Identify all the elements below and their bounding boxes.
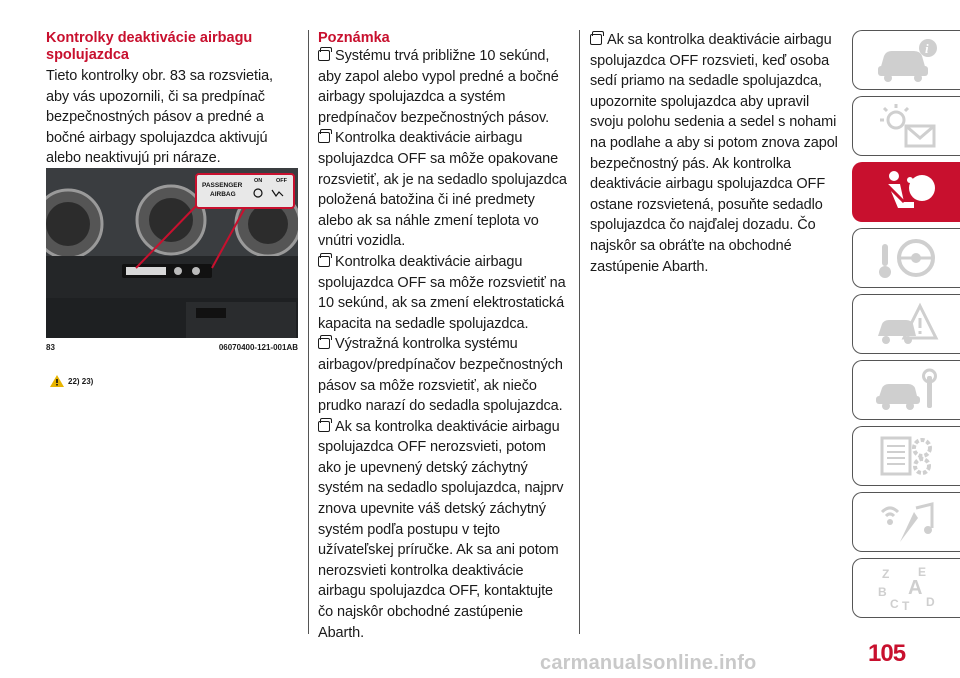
tab-technical-data[interactable] (852, 426, 960, 486)
watermark: carmanualsonline.info (540, 652, 757, 674)
index-letter: T (901, 599, 909, 612)
tab-index[interactable] (852, 558, 960, 618)
column-1 (46, 30, 298, 169)
dashboard-lights-icon (874, 102, 940, 150)
note-item (318, 46, 568, 128)
note-text: Systému trvá približne 10 sekúnd, aby zapol alebo vypol predné a bočné airbagy spolujazdca a systém predpínačov bezpečnostných pásov. (318, 48, 559, 126)
note-item (318, 334, 568, 416)
multimedia-music-icon (874, 498, 940, 546)
figure-caption (46, 343, 298, 352)
note-text: Kontrolka deaktivácie airbagu spolujazdca OFF sa môže rozsvietiť na 10 sekúnd, ak sa zmení elektrostatická kapacita na sedadle spolujazdca. (318, 253, 566, 332)
note-text: Výstražná kontrolka systému airbagov/predpínačov bezpečnostných pásov sa môže rozsvietiť, ak niečo prudko narazí do sedadla spolujazdca. (318, 336, 563, 415)
note-bullet-icon (590, 34, 602, 45)
index-letter: A (907, 577, 922, 599)
tab-starting-driving[interactable] (852, 228, 960, 288)
label-airbag: AIRBAG (210, 191, 236, 198)
note-bullet-icon (318, 132, 330, 143)
svg-text:i: i (924, 41, 929, 56)
intro-paragraph: Tieto kontrolky obr. 83 sa rozsvietia, aby vás upozornili, či sa predpínač bezpečnostných pásov a predné a bočné airbagy spolujazdca aktivujú alebo neaktivujú pri náraze. (46, 68, 273, 167)
index-letter: Z (881, 567, 889, 581)
warning-references (50, 375, 93, 387)
figure-83-photo (46, 168, 298, 338)
note-item (318, 417, 568, 644)
label-off: OFF (276, 178, 287, 184)
note-title: Poznámka (318, 30, 390, 46)
tab-car-info[interactable] (852, 30, 960, 90)
column-3 (590, 30, 840, 277)
index-letter: D (925, 595, 935, 609)
note-text: Kontrolka deaktivácie airbagu spolujazdca OFF sa môže opakovane rozsvietiť, ak je na sedadlo spolujazdca položená batožina či iné predmety alebo ak sa náhle zmení teplota vo vnútri vozidla. (318, 130, 567, 250)
note-item (318, 128, 568, 252)
airbag-seatbelt-icon (874, 168, 940, 216)
steering-wheel-key-icon (874, 234, 940, 282)
index-letter: B (877, 585, 887, 599)
technical-data-gear-icon (874, 432, 940, 480)
column-divider-1 (308, 30, 309, 634)
warning-triangle-car-icon (874, 300, 940, 348)
note-bullet-icon (318, 338, 330, 349)
column-2 (318, 30, 568, 643)
note-item (318, 252, 568, 334)
note-item (590, 30, 840, 277)
label-on: ON (254, 178, 263, 184)
note-bullet-icon (318, 256, 330, 267)
tab-emergency[interactable] (852, 294, 960, 354)
car-wrench-icon (874, 366, 940, 414)
tab-multimedia[interactable] (852, 492, 960, 552)
warning-refs-text: 22) 23) (68, 376, 94, 386)
warning-triangle-icon (50, 375, 64, 387)
note-text: Ak sa kontrolka deaktivácie airbagu spolujazdca OFF rozsvieti, keď osoba sedí priamo na sedadle spolujazdca, upozornite spolujazdca aby upravil svoju polohu sedenia a sedel s nohami na podlahe a aby si potom znova zapol bezpečnostný pás. Ak kontrolka deaktivácie airbagu spolujazdca OFF ostane rozsvietená, posuňte sedadlo spolujazdca čo najďalej dozadu. Čo najskôr sa obráťte na obchodné zastúpenie Abarth. (590, 32, 838, 275)
page-number: 105 (868, 640, 906, 667)
index-letter: C (889, 597, 899, 611)
section-heading: Kontrolky deaktivácie airbagu spolujazdca (46, 30, 253, 63)
index-letter: E (917, 565, 926, 579)
chapter-tabs (852, 30, 960, 624)
column-divider-2 (579, 30, 580, 634)
note-bullet-icon (318, 421, 330, 432)
note-text: Ak sa kontrolka deaktivácie airbagu spolujazdca OFF nerozsvieti, potom ako je upevnený detský záchytný systém na sedadlo spolujazdca, najprv znova upevnite váš detský záchytný systém podľa postupu v tejto užívateľskej príručke. Ak sa ani potom nerozsvieti kontrolka deaktivácie airbagu spolujazdca OFF, kontaktujte čo najskôr obchodné zastúpenie Abarth. (318, 418, 564, 641)
index-alphabet-icon (874, 564, 940, 612)
figure-number: 83 (46, 343, 55, 352)
label-passenger: PASSENGER (202, 182, 243, 189)
tab-airbag-seatbelt[interactable] (852, 162, 960, 222)
tab-maintenance[interactable] (852, 360, 960, 420)
figure-code: 06070400-121-001AB (218, 343, 298, 352)
dashboard-photo-illustration (46, 168, 298, 338)
tab-dashboard-lights[interactable] (852, 96, 960, 156)
car-info-icon (874, 36, 940, 84)
note-bullet-icon (318, 50, 330, 61)
